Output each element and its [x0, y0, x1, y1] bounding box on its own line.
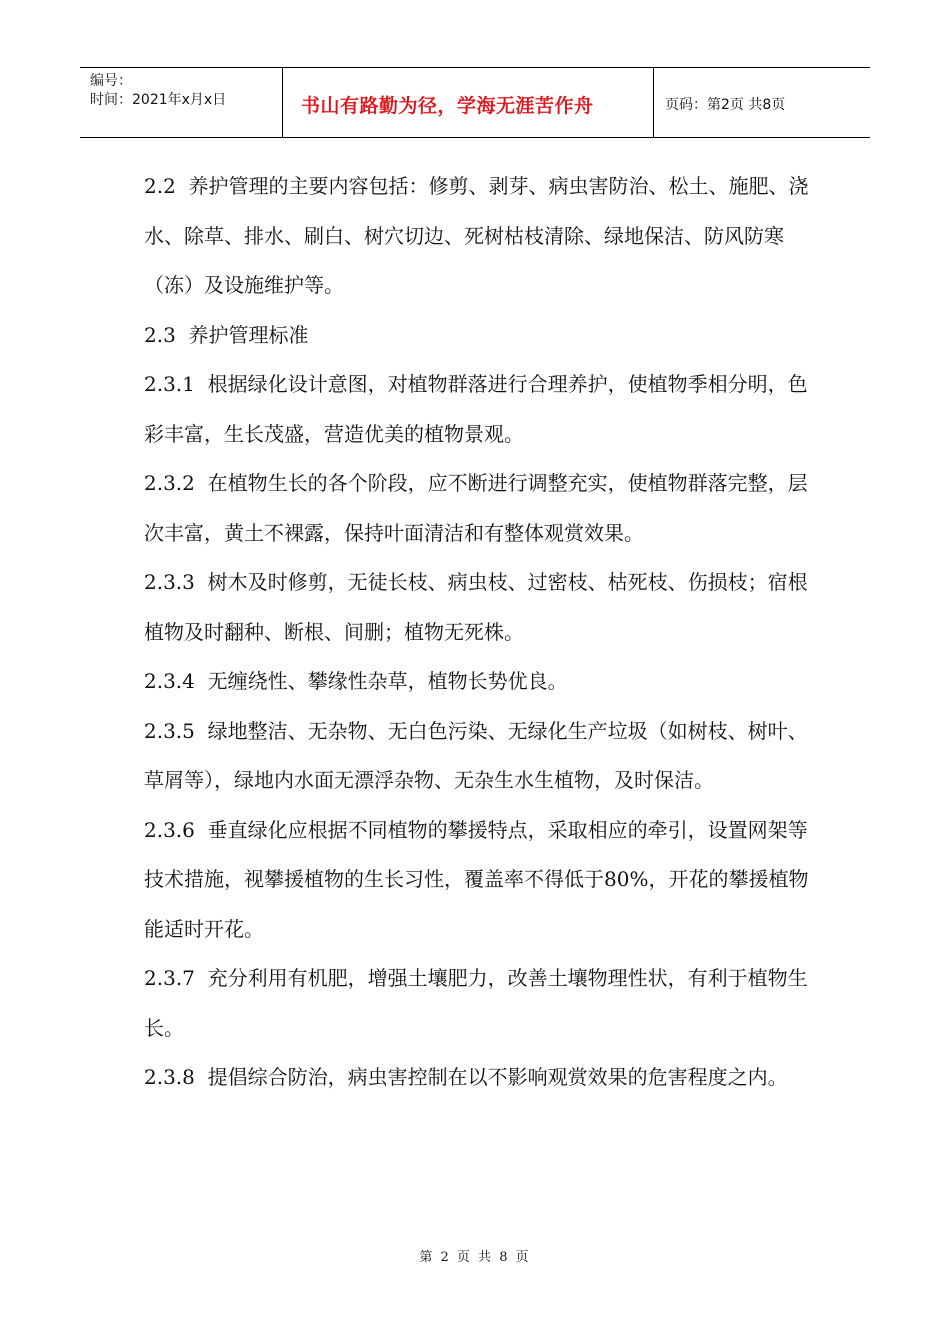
header-page-cell — [655, 68, 870, 137]
paragraph-2-3-1: 2.3.1 根据绿化设计意图，对植物群落进行合理养护，使植物季相分明，色彩丰富，生长茂盛，营造优美的植物景观。 — [144, 372, 808, 446]
paragraph-2-3-4: 2.3.4 无缠绕性、攀缘性杂草，植物长势优良。 — [144, 669, 568, 693]
document-body — [144, 162, 809, 1103]
header-meta — [80, 68, 282, 137]
paragraph-2-3-6: 2.3.6 垂直绿化应根据不同植物的攀援特点，采取相应的牵引，设置网架等技术措施，视攀援植物的生长习性，覆盖率不得低于80%，开花的攀援植物能适时开花。 — [144, 817, 809, 941]
document-number-label: 编号： — [90, 73, 132, 89]
header-motto: 书山有路勤为径，学海无涯苦作舟 — [301, 95, 594, 117]
paragraph-2-2: 2.2 养护管理的主要内容包括：修剪、剥芽、病虫害防治、松土、施肥、浇水、除草、排水、刷白、树穴切边、死树枯枝清除、绿地保洁、防风防寒（冻）及设施维护等。 — [144, 174, 809, 297]
paragraph-2-3-8: 2.3.8 提倡综合防治，病虫害控制在以不影响观赏效果的危害程度之内。 — [144, 1065, 788, 1089]
paragraph-2-3-2: 2.3.2 在植物生长的各个阶段，应不断进行调整充实，使植物群落完整，层次丰富，黄土不裸露，保持叶面清洁和有整体观赏效果。 — [144, 471, 808, 545]
header-page-info: 页码：第2页 共8页 — [665, 97, 786, 113]
paragraph-2-3-7: 2.3.7 充分利用有机肥，增强土壤肥力，改善土壤物理性状，有利于植物生长。 — [144, 966, 808, 1040]
paragraph-2-3-5: 2.3.5 绿地整洁、无杂物、无白色污染、无绿化生产垃圾（如树枝、树叶、草屑等），绿地内水面无漂浮杂物、无杂生水生植物，及时保洁。 — [144, 718, 808, 792]
paragraph-2-3-3: 2.3.3 树木及时修剪，无徒长枝、病虫枝、过密枝、枯死枝、伤损枝；宿根植物及时翻种、断根、间删；植物无死株。 — [144, 570, 808, 644]
document-time-label: 时间：2021年x月x日 — [90, 92, 227, 108]
section-heading-2-3: 2.3 养护管理标准 — [144, 322, 309, 347]
header-motto-cell — [282, 68, 654, 137]
page-header — [80, 67, 870, 138]
page-footer: 第 2 页 共 8 页 — [419, 1250, 531, 1265]
